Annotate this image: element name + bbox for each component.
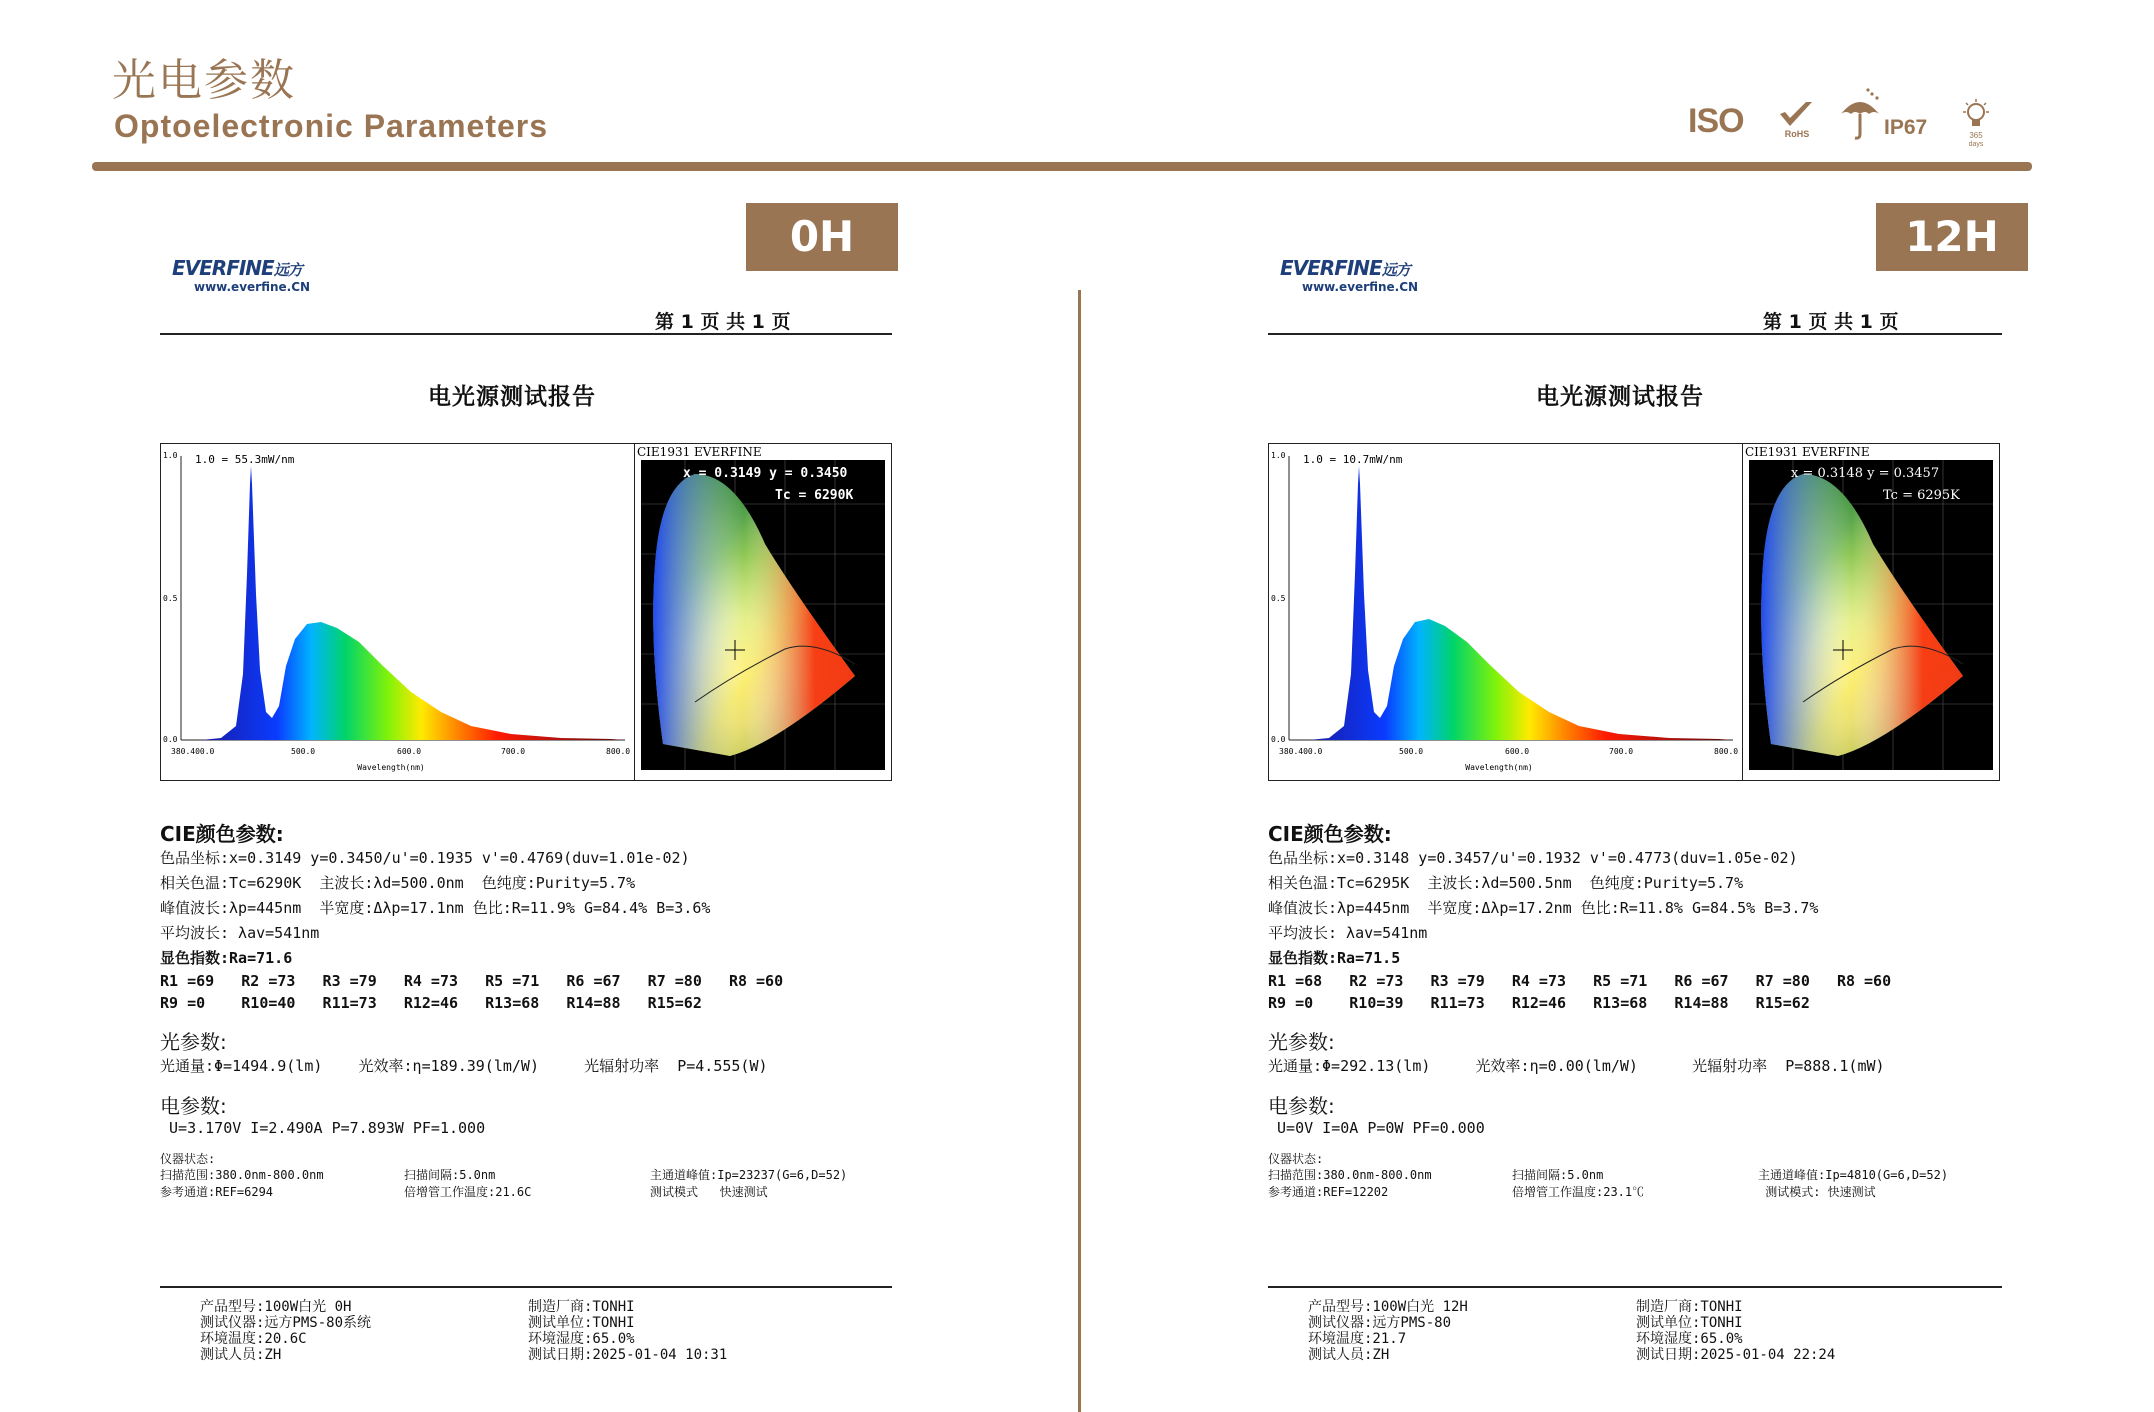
footer-maker: 制造厂商:TONHI — [528, 1299, 635, 1315]
instrument-interval: 扫描间隔:5.0nm — [404, 1168, 496, 1182]
svg-text:x = 0.3149 y = 0.3450: x = 0.3149 y = 0.3450 — [683, 466, 848, 481]
cie-section-title: CIE颜色参数: — [1268, 822, 1392, 846]
instrument-mode: 测试模式: 快速测试 — [1758, 1185, 1876, 1199]
svg-text:800.0: 800.0 — [606, 747, 631, 756]
cie-params — [160, 818, 783, 1137]
footer-maker: 制造厂商:TONHI — [1636, 1299, 1743, 1315]
footer-env-temp: 环境温度:21.7 — [1308, 1331, 1407, 1347]
svg-text:600.0: 600.0 — [1505, 747, 1530, 756]
footer-unit: 测试单位:TONHI — [528, 1315, 635, 1331]
header-rule — [92, 162, 2032, 171]
instrument-ref: 参考通道:REF=12202 — [1268, 1185, 1389, 1199]
svg-text:600.0: 600.0 — [397, 747, 422, 756]
optical-line: 光通量:Φ=1494.9(lm) 光效率:η=189.39(lm/W) 光辐射功率 P=4.555(W) — [160, 1057, 768, 1075]
instrument-temp: 倍增管工作温度:21.6C — [404, 1185, 532, 1199]
footer-date: 测试日期:2025-01-04 10:31 — [528, 1347, 728, 1363]
param-line: R1 =68 R2 =73 R3 =79 R4 =73 R5 =71 R6 =67 R7 =80 R8 =60 — [1268, 972, 1892, 990]
svg-text:700.0: 700.0 — [501, 747, 526, 756]
svg-text:500.0: 500.0 — [1399, 747, 1424, 756]
param-line: R9 =0 R10=39 R11=73 R12=46 R13=68 R14=88 R15=62 — [1268, 994, 1810, 1012]
instrument-mode: 测试模式 快速测试 — [650, 1185, 768, 1199]
svg-text:Tc = 6290K: Tc = 6290K — [775, 488, 854, 503]
optical-section-title: 光参数: — [1268, 1030, 1335, 1054]
umbrella-icon — [1838, 88, 1882, 142]
param-line: R9 =0 R10=40 R11=73 R12=46 R13=68 R14=88 R15=62 — [160, 994, 702, 1012]
report-title: 电光源测试报告 — [428, 384, 596, 410]
cie-diagram — [634, 443, 892, 781]
svg-text:800.0: 800.0 — [1714, 747, 1739, 756]
instrument-title: 仪器状态: — [160, 1152, 216, 1166]
everfine-logo: EVERFINE远方 www.everfine.CN — [1280, 256, 1419, 294]
svg-text:1.0 = 55.3mW/nm: 1.0 = 55.3mW/nm — [195, 453, 295, 466]
svg-text:1.0: 1.0 — [163, 451, 178, 460]
instrument-interval: 扫描间隔:5.0nm — [1512, 1168, 1604, 1182]
rohs-cert-icon — [1776, 100, 1818, 140]
badge-12h: 12H — [1876, 203, 2028, 271]
electrical-section-title: 电参数: — [160, 1094, 227, 1118]
report-title: 电光源测试报告 — [1536, 384, 1704, 410]
footer-rule — [160, 1286, 892, 1288]
svg-text:Wavelength(nm): Wavelength(nm) — [357, 763, 425, 772]
badge-0h: 0H — [746, 203, 898, 271]
spectrum-chart — [1268, 443, 1744, 781]
lightbulb-icon — [1958, 98, 1994, 150]
svg-text:380.400.0: 380.400.0 — [1279, 747, 1323, 756]
iso-cert-icon: ISO — [1688, 102, 1744, 140]
instrument-peak: 主通道峰值:Ip=23237(G=6,D=52) — [650, 1168, 848, 1182]
svg-text:1.0 = 10.7mW/nm: 1.0 = 10.7mW/nm — [1303, 453, 1403, 466]
svg-text:RoHS: RoHS — [1784, 129, 1810, 139]
svg-text:365: 365 — [1969, 131, 1983, 140]
footer-model: 产品型号:100W白光 12H — [1308, 1299, 1468, 1315]
param-line: 相关色温:Tc=6295K 主波长:λd=500.5nm 色纯度:Purity=5.7% — [1268, 874, 1744, 892]
top-rule — [1268, 333, 2002, 335]
page-title-cn: 光电参数 — [112, 55, 296, 106]
top-rule — [160, 333, 892, 335]
param-line: 峰值波长:λp=445nm 半宽度:Δλp=17.2nm 色比:R=11.8% G=84.5% B=3.7% — [1268, 899, 1819, 917]
page-title-en: Optoelectronic Parameters — [114, 108, 549, 144]
svg-text:700.0: 700.0 — [1609, 747, 1634, 756]
footer-instrument: 测试仪器:远方PMS-80 — [1308, 1315, 1452, 1331]
instrument-temp: 倍增管工作温度:23.1℃ — [1512, 1185, 1645, 1199]
svg-text:Tc = 6295K: Tc = 6295K — [1883, 488, 1960, 503]
param-line: 相关色温:Tc=6290K 主波长:λd=500.0nm 色纯度:Purity=5.7% — [160, 874, 636, 892]
svg-text:0.0: 0.0 — [163, 735, 178, 744]
svg-text:0.5: 0.5 — [163, 594, 178, 603]
svg-text:0.0: 0.0 — [1271, 735, 1286, 744]
footer-tester: 测试人员:ZH — [1308, 1347, 1390, 1363]
optical-section-title: 光参数: — [160, 1030, 227, 1054]
ip67-cert-label: IP67 — [1884, 116, 1928, 139]
instrument-range: 扫描范围:380.0nm-800.0nm — [1268, 1168, 1432, 1182]
footer-instrument: 测试仪器:远方PMS-80系统 — [200, 1315, 372, 1331]
param-line: 平均波长: λav=541nm — [160, 924, 320, 942]
center-divider — [1078, 290, 1081, 1412]
svg-text:0.5: 0.5 — [1271, 594, 1286, 603]
cie-diagram — [1742, 443, 2000, 781]
footer-model: 产品型号:100W白光 0H — [200, 1299, 352, 1315]
param-line: 色品坐标:x=0.3148 y=0.3457/u'=0.1932 v'=0.4773(duv=1.05e-02) — [1268, 849, 1798, 867]
footer-unit: 测试单位:TONHI — [1636, 1315, 1743, 1331]
electrical-section-title: 电参数: — [1268, 1094, 1335, 1118]
instrument-title: 仪器状态: — [1268, 1152, 1324, 1166]
footer-date: 测试日期:2025-01-04 22:24 — [1636, 1347, 1836, 1363]
param-line: 显色指数:Ra=71.6 — [160, 949, 293, 967]
svg-text:Wavelength(nm): Wavelength(nm) — [1465, 763, 1533, 772]
electrical-line: U=3.170V I=2.490A P=7.893W PF=1.000 — [160, 1119, 486, 1137]
footer-tester: 测试人员:ZH — [200, 1347, 282, 1363]
svg-text:x = 0.3148 y = 0.3457: x = 0.3148 y = 0.3457 — [1791, 466, 1940, 481]
svg-text:CIE1931 EVERFINE: CIE1931 EVERFINE — [1745, 445, 1870, 459]
footer-rule — [1268, 1286, 2002, 1288]
spectrum-chart — [160, 443, 636, 781]
page-indicator: 第 1 页 共 1 页 — [655, 311, 791, 333]
footer-humidity: 环境湿度:65.0% — [528, 1331, 635, 1347]
param-line: 平均波长: λav=541nm — [1268, 924, 1428, 942]
param-line: 色品坐标:x=0.3149 y=0.3450/u'=0.1935 v'=0.4769(duv=1.01e-02) — [160, 849, 690, 867]
svg-text:1.0: 1.0 — [1271, 451, 1286, 460]
param-line: 峰值波长:λp=445nm 半宽度:Δλp=17.1nm 色比:R=11.9% G=84.4% B=3.6% — [160, 899, 711, 917]
cie-section-title: CIE颜色参数: — [160, 822, 284, 846]
everfine-logo: EVERFINE远方 www.everfine.CN — [172, 256, 311, 294]
electrical-line: U=0V I=0A P=0W PF=0.000 — [1268, 1119, 1485, 1137]
svg-text:380.400.0: 380.400.0 — [171, 747, 215, 756]
footer-env-temp: 环境温度:20.6C — [200, 1331, 307, 1347]
page-indicator: 第 1 页 共 1 页 — [1763, 311, 1899, 333]
svg-text:days: days — [1968, 141, 1984, 148]
optical-line: 光通量:Φ=292.13(lm) 光效率:η=0.00(lm/W) 光辐射功率 P=888.1(mW) — [1268, 1057, 1885, 1075]
instrument-ref: 参考通道:REF=6294 — [160, 1185, 274, 1199]
param-line: 显色指数:Ra=71.5 — [1268, 949, 1401, 967]
svg-text:500.0: 500.0 — [291, 747, 316, 756]
cie-params — [1268, 818, 1891, 1137]
instrument-range: 扫描范围:380.0nm-800.0nm — [160, 1168, 324, 1182]
footer-humidity: 环境湿度:65.0% — [1636, 1331, 1743, 1347]
param-line: R1 =69 R2 =73 R3 =79 R4 =73 R5 =71 R6 =67 R7 =80 R8 =60 — [160, 972, 784, 990]
svg-text:CIE1931 EVERFINE: CIE1931 EVERFINE — [637, 445, 762, 459]
instrument-peak: 主通道峰值:Ip=4810(G=6,D=52) — [1758, 1168, 1949, 1182]
